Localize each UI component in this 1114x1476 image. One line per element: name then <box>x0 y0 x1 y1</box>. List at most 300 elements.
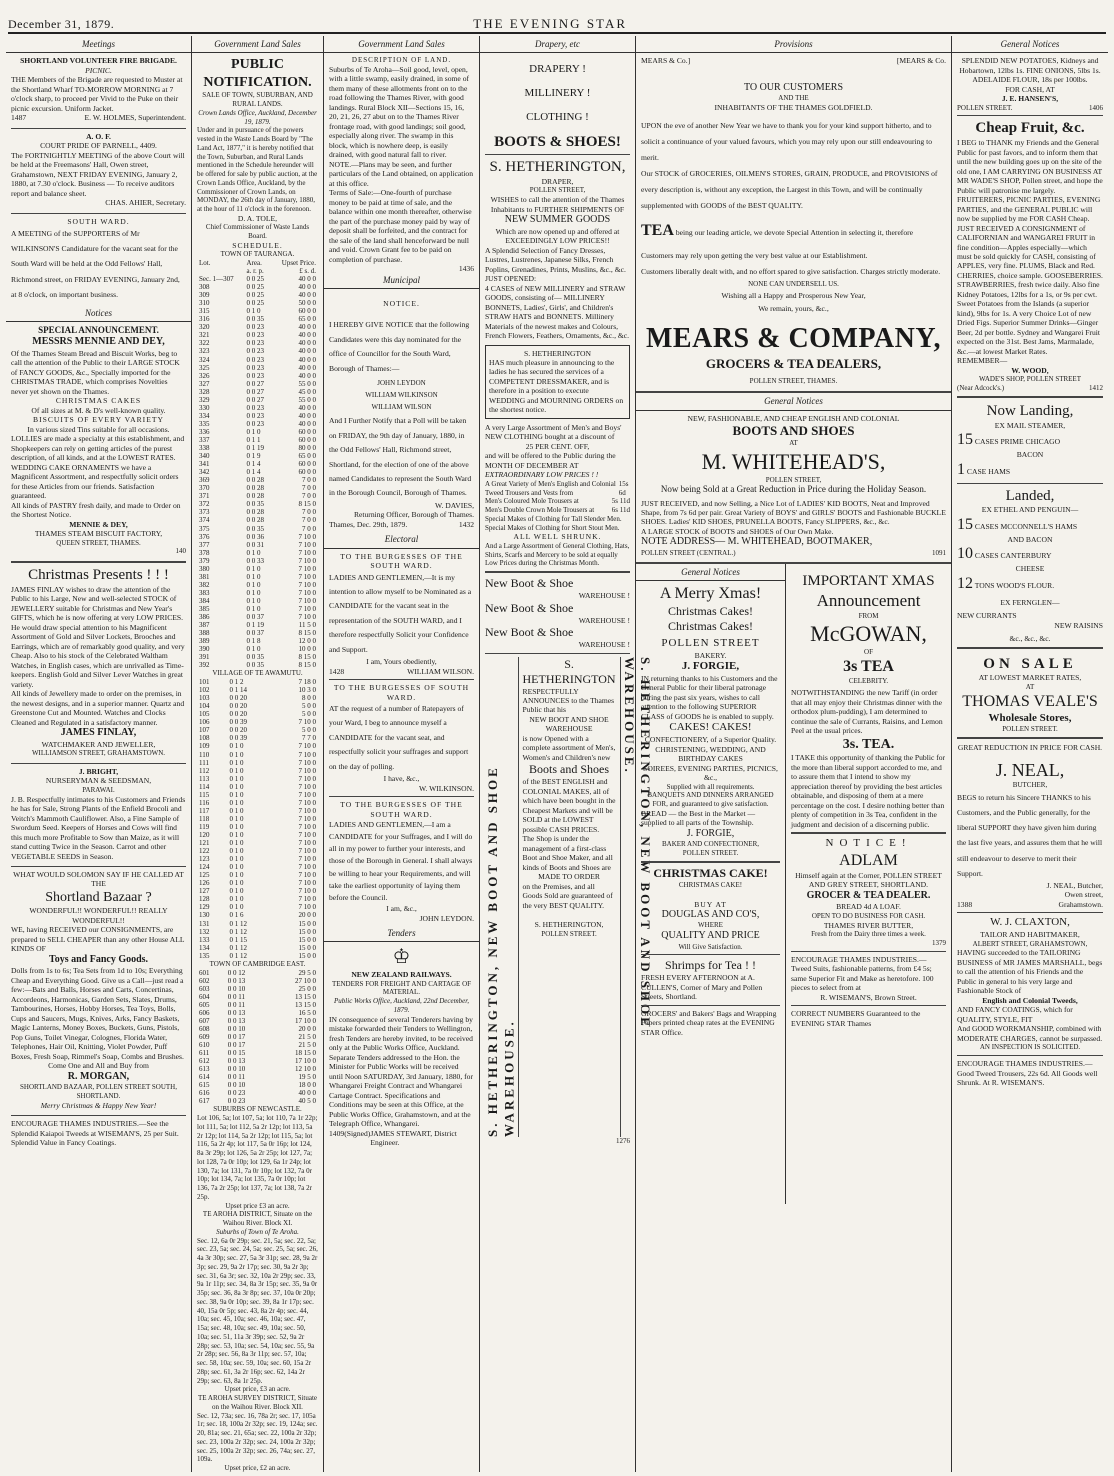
land-terms: Terms of Sale:—One-fourth of purchase money to be paid at time of sale, and the balance within one month thereafter, otherwise the part of the purchase money paid by way of deposit shall be forfeited, and the contract for the sale of the land shall henceforward be null and void. Crown Grant fee to be paid on completion of purchase. <box>329 188 472 264</box>
qty-15: 15 <box>957 431 973 449</box>
cheap-fruit-body: I BEG to THANK my Friends and the General Public for past favors, and to inform them that until the new building goes up on the site of the old one, I AM CARRYING ON BUSINESS AT MR WADE'S SHOP, Pollen street, and hope the Public will patronise me largely. FRUITERERS, PICNIC PARTIES, EVENING PARTIES, and the GENERAL PUBLIC will now be supplied by me FOR CASH Cheap. <box>957 138 1103 224</box>
claxton-body: HAVING succeeded to the TAILORING BUSINESS of MR JAMES MARSHALL, begs to call the attention of his Friends and the Public in general to his very large and Fashionable Stock of <box>957 948 1103 996</box>
lot-price: 40 0 0 <box>298 339 316 348</box>
lot-area: 0 0 17 <box>227 1040 246 1049</box>
lot-area: 0 0 13 <box>227 1008 246 1017</box>
lot-number: 309 <box>199 291 210 300</box>
lot-price: 5 0 0 <box>302 710 316 719</box>
lot-area: 0 1 12 <box>229 951 247 960</box>
notice-body: I HEREBY GIVE NOTICE that the following Candidates were this day nominated for the office of Councillor for the South Ward, Borough of Thames:— <box>329 320 470 373</box>
lot-price: 8 15 0 <box>298 500 316 509</box>
box-title: S. HETHERINGTON <box>524 348 591 358</box>
lot-number: 130 <box>199 911 210 920</box>
lot-number: 122 <box>199 847 210 856</box>
lot-number: 310 <box>199 299 210 308</box>
forgie-supplied: Supplied with all requirements. <box>666 782 755 791</box>
lot-row <box>197 751 318 759</box>
south-ward-ad <box>11 217 186 302</box>
lot-row <box>197 653 318 661</box>
mears-wish: Wishing all a Happy and Prosperous New Year, <box>721 291 866 301</box>
lot-row <box>197 911 318 919</box>
lot-area: 0 0 17 <box>227 1032 246 1041</box>
discount: 25 PER CENT. OFF, <box>525 441 590 451</box>
mears-remain: We remain, yours, &c., <box>758 303 829 313</box>
three-s-tea: 3s TEA <box>843 657 894 675</box>
lot-row <box>197 694 318 702</box>
lot-number: 323 <box>199 347 210 356</box>
lot-price: 8 0 0 <box>302 694 316 703</box>
lot-price: 40 0 0 <box>298 347 316 356</box>
mcgowan-body: NOTWITHSTANDING the new Tariff (in order that all may enjoy their Christmas dinner with the orthodox plum-pudding), I am determined to continue the sale of Currants, Raisins, and Lemon Peel at the usual prices. <box>791 688 943 736</box>
forgie-sig3: POLLEN STREET. <box>682 849 739 857</box>
lot-price: 20 0 0 <box>298 1024 316 1033</box>
just-opened-body: 4 CASES of NEW MILLINERY and STRAW GOODS, consisting of— MILLINERY BONNETS, Ladies', Girls', and Children's STRAW HATS and BONNETS. Millinery Materials of the newest makes and Colours, French Flowers, Feathers, Ornaments, &c., &c. <box>485 283 630 341</box>
lot-row <box>197 1041 318 1049</box>
lot-price: 60 0 0 <box>298 468 316 477</box>
lot-area: 0 0 10 <box>227 1065 246 1074</box>
lot-number: 389 <box>199 637 210 646</box>
lot-number: 329 <box>199 395 210 404</box>
whitehead-addr: NOTE ADDRESS— M. WHITEHEAD, BOOTMAKER, <box>641 536 873 548</box>
lot-row <box>197 396 318 404</box>
lot-price: 7 10 0 <box>298 895 316 904</box>
lot-area: 0 0 20 <box>229 694 247 703</box>
lot-area: 0 0 28 <box>246 484 264 493</box>
warehouse-made: MADE TO ORDER <box>538 872 600 882</box>
announcement: Announcement <box>816 591 921 611</box>
adlam-body: Himself again at the Corner, POLLEN STREET AND GREY STREET, SHORTLAND. <box>795 871 942 890</box>
fire-sub: PICNIC. <box>85 65 112 75</box>
lot-area: 0 0 28 <box>246 492 264 501</box>
notice-num: 1432 <box>458 519 474 529</box>
mcconnell-hams: CASES MCCONNELL'S HAMS <box>974 521 1078 531</box>
lot-area: 0 1 8 <box>246 637 261 646</box>
ward-body: A MEETING of the SUPPORTERS of Mr WILKINSON'S Candidature for the vacant seat for the South Ward will be held at the Odd Fellows' Hall, Richmond street, on FRIDAY EVENING, January 2nd, at 8 o'clock, on important business. <box>11 229 180 299</box>
lot-number: 104 <box>199 702 210 711</box>
neal-name: J. NEAL, <box>995 759 1065 780</box>
on-sale: ON SALE <box>983 655 1077 672</box>
upset-2: Upset price, £3 an acre. <box>224 1385 291 1394</box>
lot-price: 7 10 0 <box>298 556 316 565</box>
lot-row <box>197 291 318 299</box>
lot-area: 0 0 25 <box>246 291 264 300</box>
lot-row <box>197 1073 318 1081</box>
bazaar-ad <box>11 870 186 1110</box>
mears-p1: UPON the eve of another New Year we have to thank you for your kind support hitherto, and to solicit a continuance of your valued favours, which you may rely upon our still endeavouring to merit. <box>641 121 933 163</box>
town-cambridge: TOWN OF CAMBRIDGE EAST. <box>209 959 306 968</box>
box-body: HAS much pleasure in announcing to the ladies he has secured the services of a COMPETENT DRESSMAKER, and is therefore in a position to execute WEDDING and MOURNING ORDERS on the shortest notice. <box>489 358 624 415</box>
lot-area: 0 1 12 <box>229 919 247 928</box>
el1-sig: I am, Yours obediently, <box>366 657 437 667</box>
lot-row <box>197 1081 318 1089</box>
lot-row <box>197 331 318 339</box>
lot-number: 342 <box>199 468 210 477</box>
lot-area: 0 0 23 <box>246 371 264 380</box>
correct-numbers-ad: CORRECT NUMBERS Guaranteed to the EVENING STAR Thames <box>791 1009 921 1028</box>
lot-area: 0 1 0 <box>246 604 261 613</box>
lot-row <box>197 500 318 508</box>
lot-price: 7 10 0 <box>298 580 316 589</box>
lot-price: 40 0 0 <box>298 283 316 292</box>
land-body: Under and in pursuance of the powers vested in the Waste Lands Board by "The Land Act, 1877," it is hereby notified that the Town, Suburban, and Rural Lands mentioned in the Schedule hereunder will be offered for sale by public auction, at the Crown Lands Office, Auckland, by the Commissioner of Crown Lands, on MONDAY, the 26th day of January, 1880, at the hour of 11 o'clock in the forenoon. <box>197 126 318 213</box>
from-label: FROM <box>858 611 879 620</box>
warehouse-num: 1276 <box>616 1136 630 1145</box>
hetherington-body2: Which are now opened up and offered at EXCEEDINGLY LOW PRICES!! <box>495 226 620 246</box>
lot-area: 0 0 13 <box>227 976 246 985</box>
fire-body: THE Members of the Brigade are requested to Muster at the Shortland Wharf TO-MORROW MORNING at 7 o'clock sharp, to proceed per Vivid to the Puke on their picnic excursion. Uniform Jacket. <box>11 75 183 113</box>
lot-area: 0 0 39 <box>229 734 247 743</box>
lot-price: 40 0 0 <box>298 1089 316 1098</box>
warehouse-body2: is now Opened with a complete assortment of Men's, Women's and Children's new <box>522 733 616 762</box>
lot-price: 7 10 0 <box>298 790 316 799</box>
lot-price: 7 0 0 <box>302 484 316 493</box>
page-columns <box>6 36 1108 1472</box>
section-header-land-sales: Government Land Sales <box>192 38 323 53</box>
lot-price: 40 0 0 <box>298 411 316 420</box>
lot-number: 127 <box>199 887 210 896</box>
lot-number: 382 <box>199 580 210 589</box>
lot-area: 0 1 0 <box>246 564 261 573</box>
lot-price: 40 0 0 <box>298 355 316 364</box>
lot-price: 8 15 0 <box>298 629 316 638</box>
special-makes: Special Makes of Clothing for Tall Slender Men. Special Makes of Clothing for Short Stout Men. <box>485 514 622 532</box>
special-lollies: LOLLIES are made a specialty at this establishment, and Shopkeepers can rely on getting articles of the purest description, of all kinds, and at the LOWEST RATES. <box>11 434 185 463</box>
lot-price: 10 3 0 <box>298 686 316 695</box>
lots-table-te-awamutu <box>197 678 318 960</box>
bazaar-body: WE, having RECEIVED our CONSIGNMENTS, are prepared to SELL CHEAPER than any other House ALL KINDS OF <box>11 925 185 954</box>
lot-row <box>197 993 318 1001</box>
lot-number: 392 <box>199 661 210 670</box>
lot-area: 0 0 39 <box>229 718 247 727</box>
lot-number: 376 <box>199 532 210 541</box>
bazaar-name: R. MORGAN, <box>67 1070 130 1082</box>
lot-area: 0 0 11 <box>227 1073 245 1082</box>
land-sig2: Chief Commissioner of Waste Lands Board. <box>205 223 310 240</box>
candidate-1: JOHN LEYDON <box>377 379 426 388</box>
warehouse-3b: WAREHOUSE ! <box>578 640 630 650</box>
hansen-num: 1406 <box>1089 103 1103 112</box>
column-forgie <box>636 564 786 1204</box>
adlam-open: OPEN TO DO BUSINESS FOR CASH. <box>811 911 926 920</box>
district-1: TE AROHA DISTRICT, Situate on the Waihou River. Block XI. <box>202 1210 313 1228</box>
veale-name: THOMAS VEALE'S <box>962 692 1098 710</box>
lot-area: 0 0 25 <box>246 275 264 284</box>
lot-price: 12 0 0 <box>298 637 316 646</box>
warehouse-2: New Boot & Shoe <box>485 600 574 615</box>
lot-row <box>197 364 318 372</box>
lot-price: 7 10 0 <box>298 766 316 775</box>
lot-row <box>197 533 318 541</box>
mears-right: [MEARS & Co. <box>896 56 946 66</box>
warehouse-banner-3 <box>485 625 630 649</box>
lot-number: 112 <box>199 766 210 775</box>
lot-row <box>197 613 318 621</box>
xmas-cakes-1: Christmas Cakes! <box>668 603 753 618</box>
forgie-bread: BREAD — the Best in the Market — supplied to all parts of the Township. <box>641 808 756 828</box>
column-drapery <box>480 36 654 1472</box>
lot-row <box>197 484 318 492</box>
bright-ad <box>11 767 186 861</box>
lot-row <box>197 428 318 436</box>
ethel-penguin: EX ETHEL AND PENGUIN— <box>981 505 1079 515</box>
lot-row <box>197 759 318 767</box>
warehouse-body5: on the Premises, and all Goods Sold are guaranteed of the very BEST QUALITY. <box>522 881 613 910</box>
lot-area: 0 1 6 <box>229 911 244 920</box>
land-title: PUBLIC NOTIFICATION. <box>203 57 312 90</box>
hetherington-body: WISHES to call the attention of the Thames Inhabitants to FURTHER SHIPMENTS OF <box>490 195 625 214</box>
clothing-heading: CLOTHING ! <box>526 110 589 123</box>
adlam-butter: THAMES RIVER BUTTER, <box>823 920 914 930</box>
lot-price: 15 0 0 <box>298 927 316 936</box>
lot-row <box>197 831 318 839</box>
upset-3: Upset price, £2 an acre. <box>224 1464 291 1473</box>
special-cakes: CHRISTMAS CAKES <box>55 396 142 406</box>
douglas-where: WHERE <box>698 921 723 930</box>
lot-price: 7 10 0 <box>298 903 316 912</box>
lot-area: 0 0 20 <box>229 702 247 711</box>
land-num: 1436 <box>458 264 474 274</box>
forgie-body: IN returning thanks to his Customers and the General Public for their liberal patronage during the past six years, wishes to call attention to the following SUPERIOR CLASS of GOODS he is enabled to supply. <box>641 673 778 721</box>
lot-area: 0 0 13 <box>227 1057 246 1066</box>
lot-row <box>197 476 318 484</box>
lot-row <box>197 283 318 291</box>
douglas-satis: Will Give Satisfaction. <box>678 942 743 951</box>
lot-row <box>197 573 318 581</box>
new-raisins: NEW RAISINS <box>1054 620 1103 630</box>
lot-row <box>197 985 318 993</box>
wiseman-ad-3: ENCOURAGE THAMES INDUSTRIES.—Good Tweed Trousers, 22s 6d. All Goods well Shrunk. At R. WISEMAN'S. <box>957 1059 1098 1087</box>
lot-row <box>197 815 318 823</box>
special-body: Of the Thames Steam Bread and Biscuit Works, beg to call the attention of the Public to their LARGE STOCK of FANCY GOODS, &c., Specially imported for the CHRISTMAS TRADE, which comprises Novelties never yet shown on the Thames. <box>11 348 180 396</box>
shrunk-body: And a Large Assortment of General Clothing, Hats, Shirts, Scarfs and Mercery to be sold at equally Low Prices during the Christmas Month. <box>485 541 630 568</box>
lot-number: 135 <box>199 951 210 960</box>
lot-number: 373 <box>199 508 210 517</box>
lot-row <box>197 1097 318 1105</box>
ward-title: SOUTH WARD. <box>67 216 130 226</box>
potatoes-ad: SPLENDID NEW POTATOES, Kidneys and Hobartown, 12lbs 1s. FINE ONIONS, 5lbs 1s. ADELAIDE FLOUR, 18s per 100lbs. <box>959 56 1101 85</box>
lot-row <box>197 847 318 855</box>
lot-area: 0 0 37 <box>246 629 264 638</box>
lot-area: 0 1 0 <box>246 548 261 557</box>
lot-area: 0 0 23 <box>246 403 264 412</box>
section-header-tenders: Tenders <box>324 927 479 942</box>
lot-number: 390 <box>199 645 210 654</box>
lot-row <box>197 452 318 460</box>
mears-p4: Customers liberally dealt with, and no effort spared to give satisfaction. Charges strictly moderate. <box>641 266 941 276</box>
warehouse-body4: The Shop is under the management of a first-class Boot and Shoe Maker, and all kinds of Boots and Shoes are <box>522 834 613 872</box>
lot-row <box>197 460 318 468</box>
christmas-cake-heading: CHRISTMAS CAKE! <box>653 865 768 880</box>
finlay-ad <box>11 566 186 758</box>
lot-area: 0 0 23 <box>227 1089 246 1098</box>
lot-price: 7 10 0 <box>298 604 316 613</box>
lot-row <box>197 734 318 742</box>
suburbs-newcastle-body: Lot 106, 5a; lot 107, 5a; lot 110, 7a 1r 22p; lot 111, 5a; lot 112, 5a 2r 12p; lot 113, 5a 2r 12p; lot 114, 5a 2r 12p; lot 115, 5a; lot 116, 5a 2r 4p; lot 117, 5a 0r 16p; lot 124, 8a 3r 29p; lot 126, 5a 2r 25p; lot 127, 7a; lot 128, 7a 0r 10p; lot 129, 6a 1r 24p; lot 130, 7a; lot 131, 7a 0r 10p; lot 132, 7a 0r 10p; lot 134, 7a; lot 135, 7a 0r 10p; lot 136, 7a 2r 25p; lot 137, 7a; lot 138, 7a 2r 25p. <box>197 1114 318 1201</box>
bazaar-title: Shortland Bazaar ? <box>45 889 152 905</box>
lot-number: 603 <box>199 984 210 993</box>
lot-area: 0 1 0 <box>229 895 244 904</box>
wiseman-ad-2: ENCOURAGE THAMES INDUSTRIES.—Tweed Suits, fashionable patterns, from £4 5s; same Superior Fit and Make as heretofore. 100 pieces to select from at <box>791 954 934 993</box>
lot-number: 612 <box>199 1057 210 1066</box>
lot-price: 20 0 0 <box>298 911 316 920</box>
warehouse-body: RESPECTFULLY ANNOUNCES to the Thames Public that his <box>522 686 615 715</box>
lot-price: 40 0 0 <box>298 371 316 380</box>
lot-price: 21 5 0 <box>298 1040 316 1049</box>
price-label-2: Men's Coloured Mole Trousers at <box>485 497 579 506</box>
notice-heading: NOTICE! <box>825 837 912 850</box>
lot-number: 617 <box>199 1097 210 1106</box>
lot-price: 13 15 0 <box>295 1000 316 1009</box>
lot-area: 0 0 28 <box>246 516 264 525</box>
lot-price: 60 0 0 <box>298 460 316 469</box>
lot-number: 321 <box>199 331 210 340</box>
mennie-dey-ad <box>11 325 186 556</box>
aof-sig: CHAS. AHIER, Secretary. <box>105 198 186 208</box>
suburbs-te-aroha-body: Sec. 12, 6a 0r 29p; sec. 21, 5a; sec. 22, 5a; sec. 23, 5a; sec. 24, 5a; sec. 25, 5a; sec. 26, 4a 3r 30p; sec. 27, 5a 3r 31p; sec. 28, 9a 2r 3p; sec. 29, 9a 2r 17p; sec. 30, 9a 2r 3p; sec. 31, 6a 3r; sec. 32, 10a 2r 29p; sec. 33, 9a 1r 11p; sec. 34, 8a 3r 15p; sec. 35, 9a 0r 35p; sec. 36, 8a 3r 8p; sec. 37, 10a 0r 20p; sec. 38, 9a 0r 10p; sec. 39, 8a 1r 17p; sec. 40, 15a 0r 5p; sec. 43, 8a 2r 4p; sec. 44, 10a; sec. 45, 10a; sec. 46, 10a; sec. 47, 15a; sec. 48, 10a; sec. 49, 10a; sec. 50, 10a; sec. 51, 11a 3r 39p; sec. 52, 9a 2r 28p; sec. 53, 10a; sec. 54, 10a; sec. 55, 9a 2r 28p; sec. 56, 8a 3r 11p; sec. 57, 10a; sec. 58, 10a; sec. 59, 10a; sec. 60, 15a 2r 28p; sec. 61, 3a 2r 16p; sec. 62, 14a 2r 29p; sec. 63, 8a 1r 25p. <box>197 1236 318 1385</box>
lot-area: 0 0 31 <box>246 540 264 549</box>
lot-number: 119 <box>199 822 210 831</box>
section-header-municipal: Municipal <box>324 274 479 289</box>
lot-area: 0 0 33 <box>246 556 264 565</box>
lot-number: 613 <box>199 1065 210 1074</box>
lot-row <box>197 903 318 911</box>
upset-1: Upset price £3 an acre. <box>225 1201 290 1210</box>
lot-number: 132 <box>199 927 210 936</box>
lot-number: 118 <box>199 814 210 823</box>
warehouse-name: S. HETHERINGTON <box>522 656 616 686</box>
wiseman-ad-2-addr: R. WISEMAN'S, Brown Street. <box>820 992 917 1002</box>
lot-row <box>197 1017 318 1025</box>
adlam-name: ADLAM <box>839 852 898 869</box>
claxton-tailor: TAILOR AND HABITMAKER, <box>980 930 1080 940</box>
warehouse-banner-2 <box>485 601 630 625</box>
lot-price: 7 10 0 <box>298 742 316 751</box>
qty-1: 1 <box>957 460 965 478</box>
lot-row <box>197 1049 318 1057</box>
forgie-sig: J. FORGIE, <box>686 827 735 839</box>
landed: Landed, <box>1005 487 1055 504</box>
column-provisions <box>636 36 952 1472</box>
lot-number: 116 <box>199 798 210 807</box>
fire-num: 1487 <box>11 113 27 123</box>
lot-price: 7 10 0 <box>298 532 316 541</box>
ex-fernglen: EX FERNGLEN— <box>1000 597 1060 607</box>
qty-10: 10 <box>957 545 973 563</box>
lot-area: 0 0 27 <box>246 387 264 396</box>
lot-area: 0 1 19 <box>246 444 264 453</box>
lot-area: 0 0 23 <box>246 347 264 356</box>
special-num: 140 <box>175 547 186 556</box>
lot-price: 7 10 0 <box>298 774 316 783</box>
lot-price: 7 10 0 <box>298 750 316 759</box>
lot-area: 0 0 35 <box>246 653 264 662</box>
lot-row <box>197 928 318 936</box>
lot-number: 124 <box>199 863 210 872</box>
lot-number: 327 <box>199 379 210 388</box>
neal-town: Grahamstown. <box>1058 899 1103 909</box>
lot-price: 45 0 0 <box>298 387 316 396</box>
lot-row <box>197 508 318 516</box>
hansen-street: POLLEN STREET. <box>957 103 1013 112</box>
claxton-name: W. J. CLAXTON, <box>990 916 1070 929</box>
special-sig3: QUEEN STREET, THAMES. <box>56 538 141 547</box>
lot-number: 111 <box>199 758 209 767</box>
lot-number: 374 <box>199 516 210 525</box>
lot-row <box>197 589 318 597</box>
lot-number: 108 <box>199 734 210 743</box>
lot-number: 107 <box>199 726 210 735</box>
lot-area: 0 1 0 <box>246 645 261 654</box>
lot-price: 7 10 0 <box>298 540 316 549</box>
warehouse-3: New Boot & Shoe <box>485 625 574 640</box>
lot-area: 0 0 25 <box>246 299 264 308</box>
special-wedding: WEDDING CAKE ORNAMENTS we have a Magnificent Assortment, and respectfully solicit orders for these Articles from our friends. Satisfaction guaranteed. <box>11 462 179 501</box>
xmas-sig: JAMES FINLAY, <box>60 727 137 739</box>
wiseman-ad-1: ENCOURAGE THAMES INDUSTRIES.—See the Splendid Kaiapoi Tweeds at WISEMAN'S, 25 per Suit. Splendid Value in Fancy Coatings. <box>11 1119 179 1148</box>
lot-area: 0 1 0 <box>229 847 244 856</box>
fire-title: SHORTLAND VOLUNTEER FIRE BRIGADE. <box>20 56 177 66</box>
lot-area: 0 0 10 <box>227 1081 246 1090</box>
lot-price: 65 0 0 <box>298 452 316 461</box>
section-header-general-notices-1: General Notices <box>636 395 951 410</box>
adlam-bread: BREAD 4d A LOAF. <box>836 902 901 912</box>
xmas-cakes-2: Christmas Cakes! <box>668 618 753 633</box>
town-tauranga: TOWN OF TAURANGA. <box>220 250 295 259</box>
neal-sig: J. NEAL, Butcher, <box>1046 880 1103 890</box>
lot-number: 120 <box>199 831 210 839</box>
column-municipal <box>324 36 480 1472</box>
lot-number: 611 <box>199 1048 210 1057</box>
lot-area: 0 1 4 <box>246 460 261 469</box>
forgie-banquets: BANQUETS AND DINNERS ARRANGED FOR, and guaranteed to give satisfaction. <box>647 791 774 809</box>
boots-heading: BOOTS & SHOES! <box>494 133 621 150</box>
el3-body: LADIES AND GENTLEMEN,—I am a CANDIDATE for your Suffrages, and I will do all in my power to further your interests, and those of the Borough in General. I shall always be willing to hear your Requirements, and will take the earliest opportunity of laying them before the Council. <box>329 820 473 902</box>
merry-xmas: A Merry Xmas! <box>659 584 762 602</box>
lot-area: 0 1 14 <box>229 686 247 695</box>
lot-number: 388 <box>199 629 210 638</box>
lot-area: 0 0 35 <box>246 315 264 324</box>
rail-sig: (Signed) <box>344 1128 371 1138</box>
lot-area: 0 1 0 <box>229 766 244 775</box>
lot-price: 7 0 0 <box>302 476 316 485</box>
lot-row <box>197 299 318 307</box>
lot-number: 125 <box>199 871 210 880</box>
lot-number: 131 <box>199 919 210 928</box>
lot-number: 386 <box>199 613 210 622</box>
xmas-body: JAMES FINLAY wishes to draw the attention of the Public to his Large, New and well-selected STOCK of JEWELLERY suitable for Christmas and New Year's GIFTS, which he is now offering at very LOW PRICES. <box>11 584 184 623</box>
aof-title: A. O. F. <box>86 131 111 141</box>
vertical-banner-right: S. HETHERINGTON, NEW BOOT AND SHOE WAREHOUSE. <box>621 656 654 1029</box>
lot-number: 129 <box>199 903 210 912</box>
lot-row <box>197 436 318 444</box>
lot-price: 7 10 0 <box>298 871 316 880</box>
forgie-name: J. FORGIE, <box>681 660 740 673</box>
lot-row <box>197 323 318 331</box>
lot-area: 0 0 23 <box>246 323 264 332</box>
special-cakes-body: Of all sizes at M. & D's well-known quality. <box>31 405 166 415</box>
aof-court: COURT PRIDE OF PARNELL, 4409. <box>40 141 157 151</box>
lot-price: 40 5 0 <box>298 1097 316 1106</box>
lot-row <box>197 944 318 952</box>
whitehead-intro: NEW, FASHIONABLE, AND CHEAP ENGLISH AND COLONIAL <box>687 413 900 423</box>
hetherington-draper: DRAPER, <box>541 177 574 186</box>
lot-area: 0 0 23 <box>246 411 264 420</box>
lot-price: 27 10 0 <box>295 976 316 985</box>
whitehead-stock: A LARGE STOCK of BOOTS and SHOES of Our Own Make. <box>641 526 834 536</box>
el1-body: LADIES AND GENTLEMEN,—It is my intention to allow myself to be Nominated as a CANDIDATE for the vacant seat in the representation of the SOUTH WARD, and I therefore respectfully Solicit your Confidence and Support. <box>329 572 472 654</box>
lot-area: 0 1 0 <box>229 822 244 831</box>
lot-area: 0 0 11 <box>227 992 245 1001</box>
